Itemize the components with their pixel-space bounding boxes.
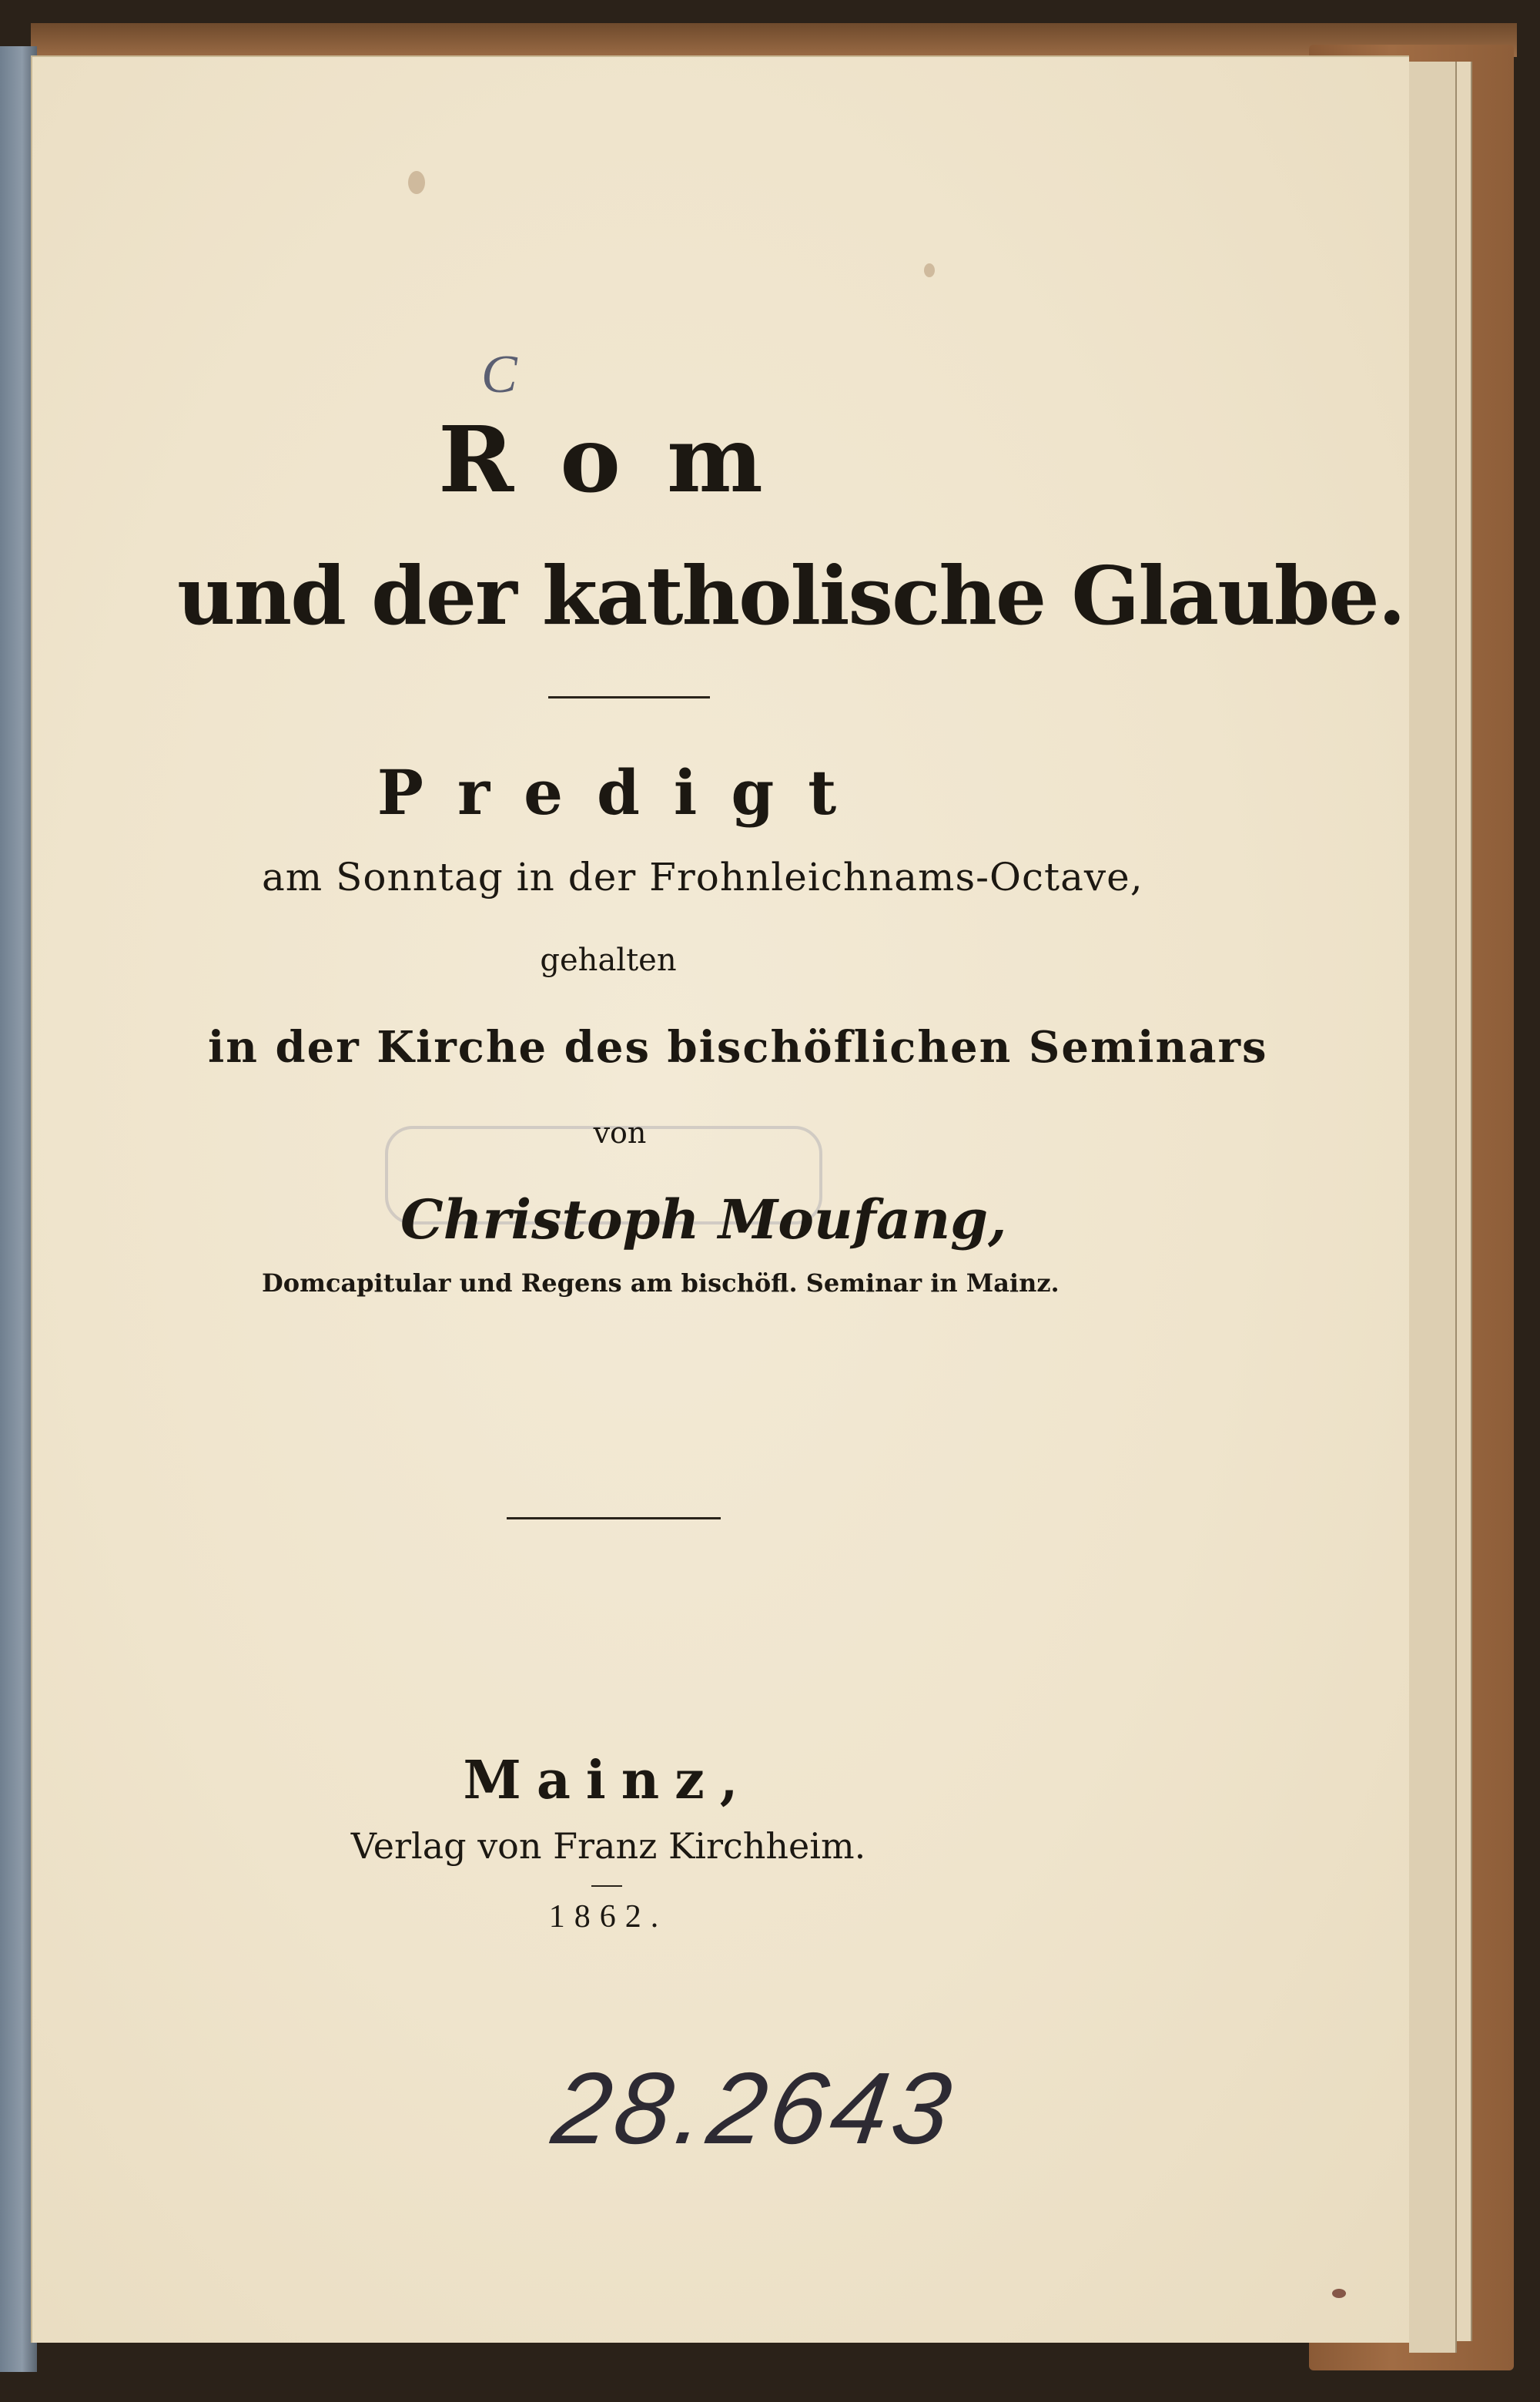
by-line: von [593, 1116, 647, 1150]
publication-year: 1862. [548, 1899, 668, 1935]
imprint-place: Mainz, [463, 1750, 754, 1811]
title-line-2: und der katholische Glaube. [177, 548, 1404, 643]
book-top-edge [31, 23, 1517, 57]
handwritten-mark: C [481, 345, 517, 404]
held-line: gehalten [540, 943, 677, 978]
title-page [31, 55, 1409, 2343]
location-line: in der Kirche des bischöflichen Seminars [208, 1022, 1268, 1073]
divider-rule [548, 696, 710, 698]
author-title: Domcapitular und Regens am bischöfl. Seminar in Mainz. [262, 1268, 1060, 1298]
author-name: Christoph Moufang, [400, 1188, 1007, 1251]
title-line-1: Rom [438, 406, 809, 513]
page-edge [1409, 62, 1457, 2353]
publisher-line: Verlag von Franz Kirchheim. [350, 1825, 866, 1867]
small-rule [591, 1885, 622, 1887]
handwritten-shelf-number: 28.2643 [546, 2052, 962, 2165]
foxing-spot [408, 171, 425, 194]
divider-rule [507, 1517, 721, 1519]
genre-heading: Predigt [377, 756, 871, 829]
occasion-line: am Sonntag in der Frohnleichnams-Octave, [262, 855, 1143, 899]
ink-spot [1332, 2289, 1346, 2298]
foxing-spot [924, 263, 935, 277]
